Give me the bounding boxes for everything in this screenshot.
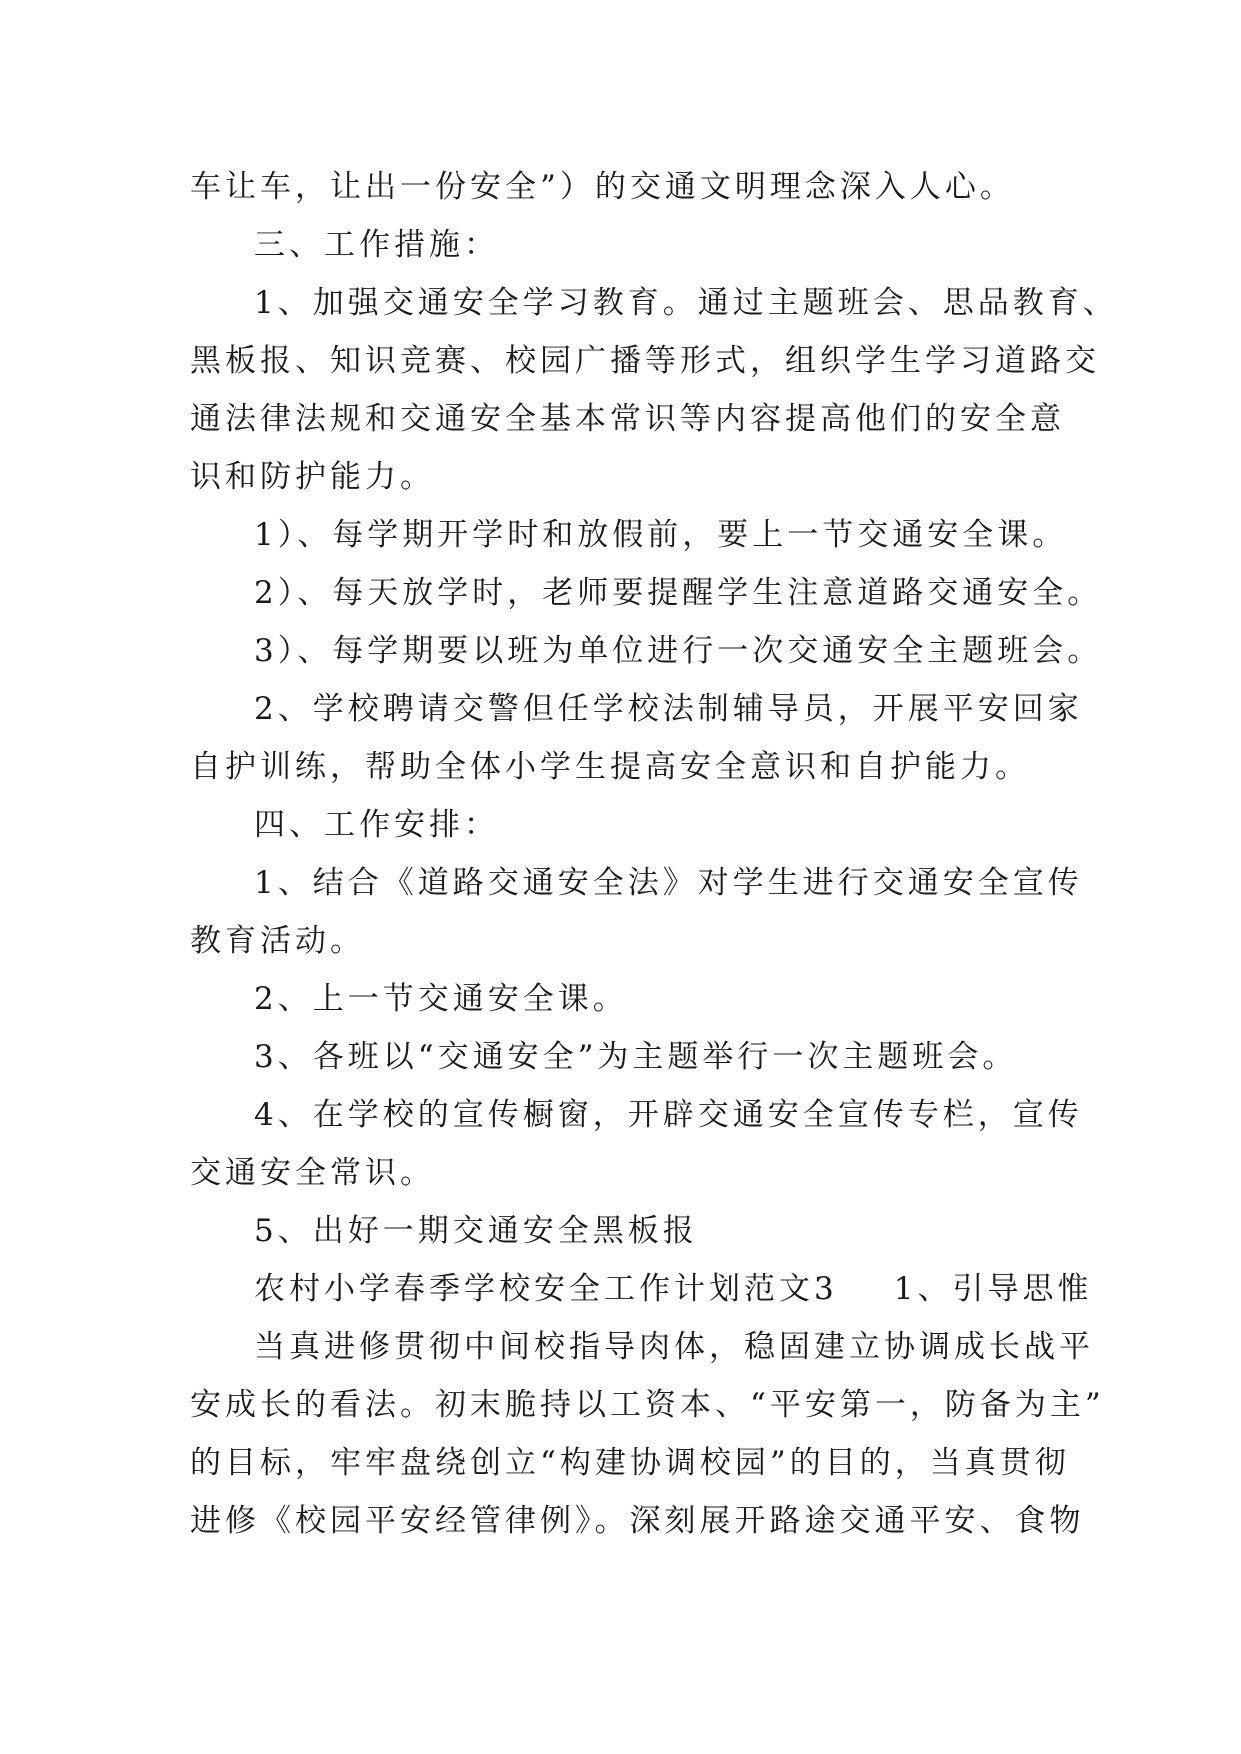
text-line: 3、各班以“交通安全”为主题举行一次主题班会。 [254,1039,1018,1075]
text-line: 车让车，让出一份安全”）的交通文明理念深入人心。 [190,169,1015,205]
article-title-line [190,1260,1093,1318]
text-line: 自护训练，帮助全体小学生提高安全意识和自护能力。 [190,749,1030,785]
text-line: 1）、每学期开学时和放假前，要上一节交通安全课。 [254,517,1068,553]
text-line: 识和防护能力。 [190,459,435,495]
text-line: 教育活动。 [190,923,365,959]
text-line: 1、加强交通安全学习教育。通过主题班会、思品教育、 [254,285,1118,321]
section-heading: 三、工作措施： [254,227,499,263]
text-line: 3）、每学期要以班为单位进行一次交通安全主题班会。 [254,633,1103,669]
text-line: 黑板报、知识竞赛、校园广播等形式，组织学生学习道路交 [190,343,1100,379]
text-line: 4、在学校的宣传橱窗，开辟交通安全宣传专栏，宣传 [254,1097,1083,1133]
section-heading: 四、工作安排： [254,807,499,843]
text-line: 通法律法规和交通安全基本常识等内容提高他们的安全意 [190,401,1065,437]
text-line: 安成长的看法。初末脆持以工资本、“平安第一，防备为主” [190,1387,1105,1423]
text-line: 1、结合《道路交通安全法》对学生进行交通安全宣传 [254,865,1083,901]
text-line: 2、上一节交通安全课。 [254,981,628,1017]
text-line: 的目标，牢牢盘绕创立“构建协调校园”的目的，当真贯彻 [190,1445,1070,1481]
first-item: 1、引导思惟 [893,1271,1093,1307]
text-line: 2、学校聘请交警但任学校法制辅导员，开展平安回家 [254,691,1083,727]
text-line: 交通安全常识。 [190,1155,435,1191]
article-title: 农村小学春季学校安全工作计划范文3 [254,1271,838,1307]
text-line: 进修《校园平安经管律例》。深刻展开路途交通平安、食物 [190,1503,1085,1539]
text-line: 5、出好一期交通安全黑板报 [254,1213,698,1249]
text-line: 当真进修贯彻中间校指导肉体，稳固建立协调成长战平 [254,1329,1094,1365]
document-body [190,158,1118,1550]
text-line: 2）、每天放学时，老师要提醒学生注意道路交通安全。 [254,575,1103,611]
